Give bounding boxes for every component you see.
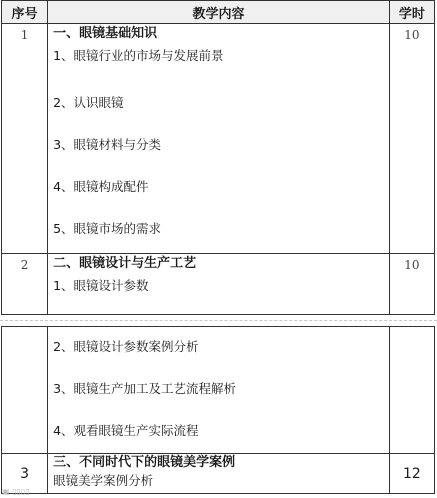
list-item: 4、观看眼镜生产实际流程 xyxy=(53,423,199,438)
table-row xyxy=(2,327,435,454)
table-row xyxy=(2,454,435,494)
list-item: 1、眼镜行业的市场与发展前景 xyxy=(53,48,224,63)
row-num-empty xyxy=(2,327,48,454)
header-num: 序号 xyxy=(2,1,48,24)
row-hours-empty xyxy=(389,327,434,454)
row-num: 1 xyxy=(2,24,48,254)
watermark-logo: ▣ ▯▯▯▯ xyxy=(2,487,30,496)
page-break-line xyxy=(0,320,437,321)
list-item: 2、眼镜设计参数案例分析 xyxy=(53,339,199,354)
table-row xyxy=(2,254,435,315)
course-table-part1 xyxy=(1,0,435,315)
section-heading: 一、眼镜基础知识 xyxy=(53,26,158,41)
list-item: 3、眼镜材料与分类 xyxy=(53,137,162,152)
header-hours: 学时 xyxy=(389,1,434,24)
header-content: 教学内容 xyxy=(48,1,390,24)
list-item: 1、眼镜设计参数 xyxy=(53,278,149,293)
list-item: 5、眼镜市场的需求 xyxy=(53,221,162,236)
row-content xyxy=(48,454,390,494)
section-heading: 二、眼镜设计与生产工艺 xyxy=(53,256,197,271)
row-hours: 10 xyxy=(389,24,434,254)
row-num: 3 xyxy=(2,454,48,494)
course-table-part2 xyxy=(1,326,435,494)
row-hours: 10 xyxy=(389,254,434,315)
table-row xyxy=(2,24,435,254)
row-hours: 12 xyxy=(389,454,434,494)
row-num: 2 xyxy=(2,254,48,315)
table-header-row xyxy=(2,1,435,24)
list-item: 眼镜美学案例分析 xyxy=(53,473,154,488)
row-content xyxy=(48,254,390,315)
row-content xyxy=(48,327,390,454)
row-content xyxy=(48,24,390,254)
list-item: 3、眼镜生产加工及工艺流程解析 xyxy=(53,381,237,396)
section-heading: 三、不同时代下的眼镜美学案例 xyxy=(53,455,236,470)
list-item: 2、认识眼镜 xyxy=(53,95,124,110)
list-item: 4、眼镜构成配件 xyxy=(53,179,149,194)
